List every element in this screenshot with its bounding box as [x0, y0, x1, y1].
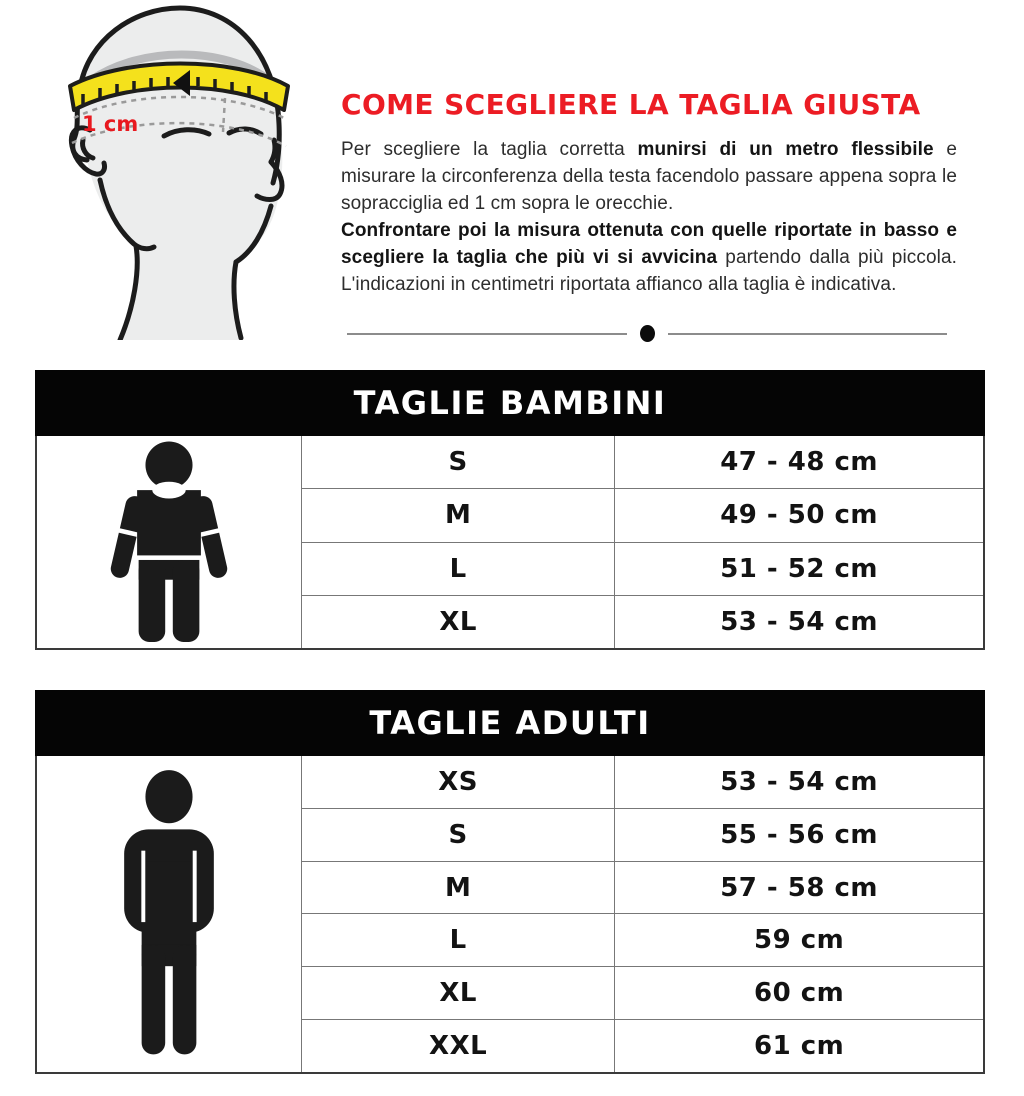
- child-icon: [93, 440, 245, 645]
- size-label: L: [302, 914, 615, 966]
- circumference-value: 60 cm: [754, 978, 845, 1009]
- icon-cell: [37, 436, 302, 648]
- divider-dot-icon: [640, 325, 655, 342]
- circumference-value: 55 - 56 cm: [720, 819, 879, 850]
- intro-paragraph-2: [341, 217, 957, 298]
- size-label: XXL: [302, 1020, 615, 1072]
- icon-cell: [37, 756, 302, 1072]
- table-row: [302, 595, 983, 648]
- circumference-value: 51 - 52 cm: [720, 553, 879, 584]
- size-table-bambini: [35, 370, 985, 650]
- intro-text-bold: munirsi di un metro flessibile: [637, 139, 934, 160]
- table-row: [302, 542, 983, 595]
- size-label: XL: [302, 967, 615, 1019]
- intro-text-bold: Confrontare poi la misura ottenuta con quelle riportate in basso e scegliere la taglia che più vi si avvicina: [341, 220, 957, 268]
- table-row: [302, 756, 983, 808]
- divider-line: [668, 333, 948, 335]
- intro-text-segment: Per scegliere la taglia corretta: [341, 139, 638, 160]
- table-body-adulti: [35, 756, 985, 1074]
- table-row: [302, 436, 983, 488]
- table-rows: [302, 756, 983, 1072]
- circumference-value: 47 - 48 cm: [720, 447, 879, 478]
- divider-line: [347, 333, 627, 335]
- measuring-head-icon: [28, 0, 332, 340]
- circumference-value: 53 - 54 cm: [720, 606, 879, 637]
- table-row: [302, 808, 983, 861]
- size-label: L: [302, 543, 615, 595]
- circumference-value: 49 - 50 cm: [720, 500, 879, 531]
- table-title-bambini: TAGLIE BAMBINI: [35, 370, 985, 436]
- intro-section: [341, 88, 957, 298]
- table-row: [302, 966, 983, 1019]
- intro-text-segment: e misurare la circonferenza della testa facendolo passare appena sopra le sopracciglia ed 1 cm sopra le orecchie.: [341, 139, 957, 214]
- table-rows: [302, 436, 983, 648]
- intro-paragraph-1: [341, 136, 957, 217]
- intro-text-segment: partendo dalla più piccola. L'indicazioni in centimetri riportata affianco alla taglia è indicativa.: [341, 247, 958, 295]
- table-row: [302, 488, 983, 541]
- size-label: S: [302, 809, 615, 861]
- circumference-value: 57 - 58 cm: [720, 872, 879, 903]
- one-cm-label: 1 cm: [82, 112, 139, 136]
- size-label: XS: [302, 756, 615, 808]
- section-divider: [347, 325, 947, 342]
- size-table-adulti: [35, 690, 985, 1074]
- circumference-value: 61 cm: [754, 1031, 845, 1062]
- table-row: [302, 913, 983, 966]
- table-body-bambini: [35, 436, 985, 650]
- table-row: [302, 861, 983, 914]
- page-title: COME SCEGLIERE LA TAGLIA GIUSTA: [341, 88, 921, 121]
- size-label: S: [302, 436, 615, 488]
- size-label: M: [302, 489, 615, 541]
- table-title-adulti: TAGLIE ADULTI: [35, 690, 985, 756]
- table-row: [302, 1019, 983, 1072]
- circumference-value: 53 - 54 cm: [720, 766, 879, 797]
- adult-icon: [93, 770, 245, 1059]
- size-label: M: [302, 862, 615, 914]
- head-measuring-illustration: [28, 0, 332, 340]
- circumference-value: 59 cm: [754, 925, 845, 956]
- size-label: XL: [302, 596, 615, 648]
